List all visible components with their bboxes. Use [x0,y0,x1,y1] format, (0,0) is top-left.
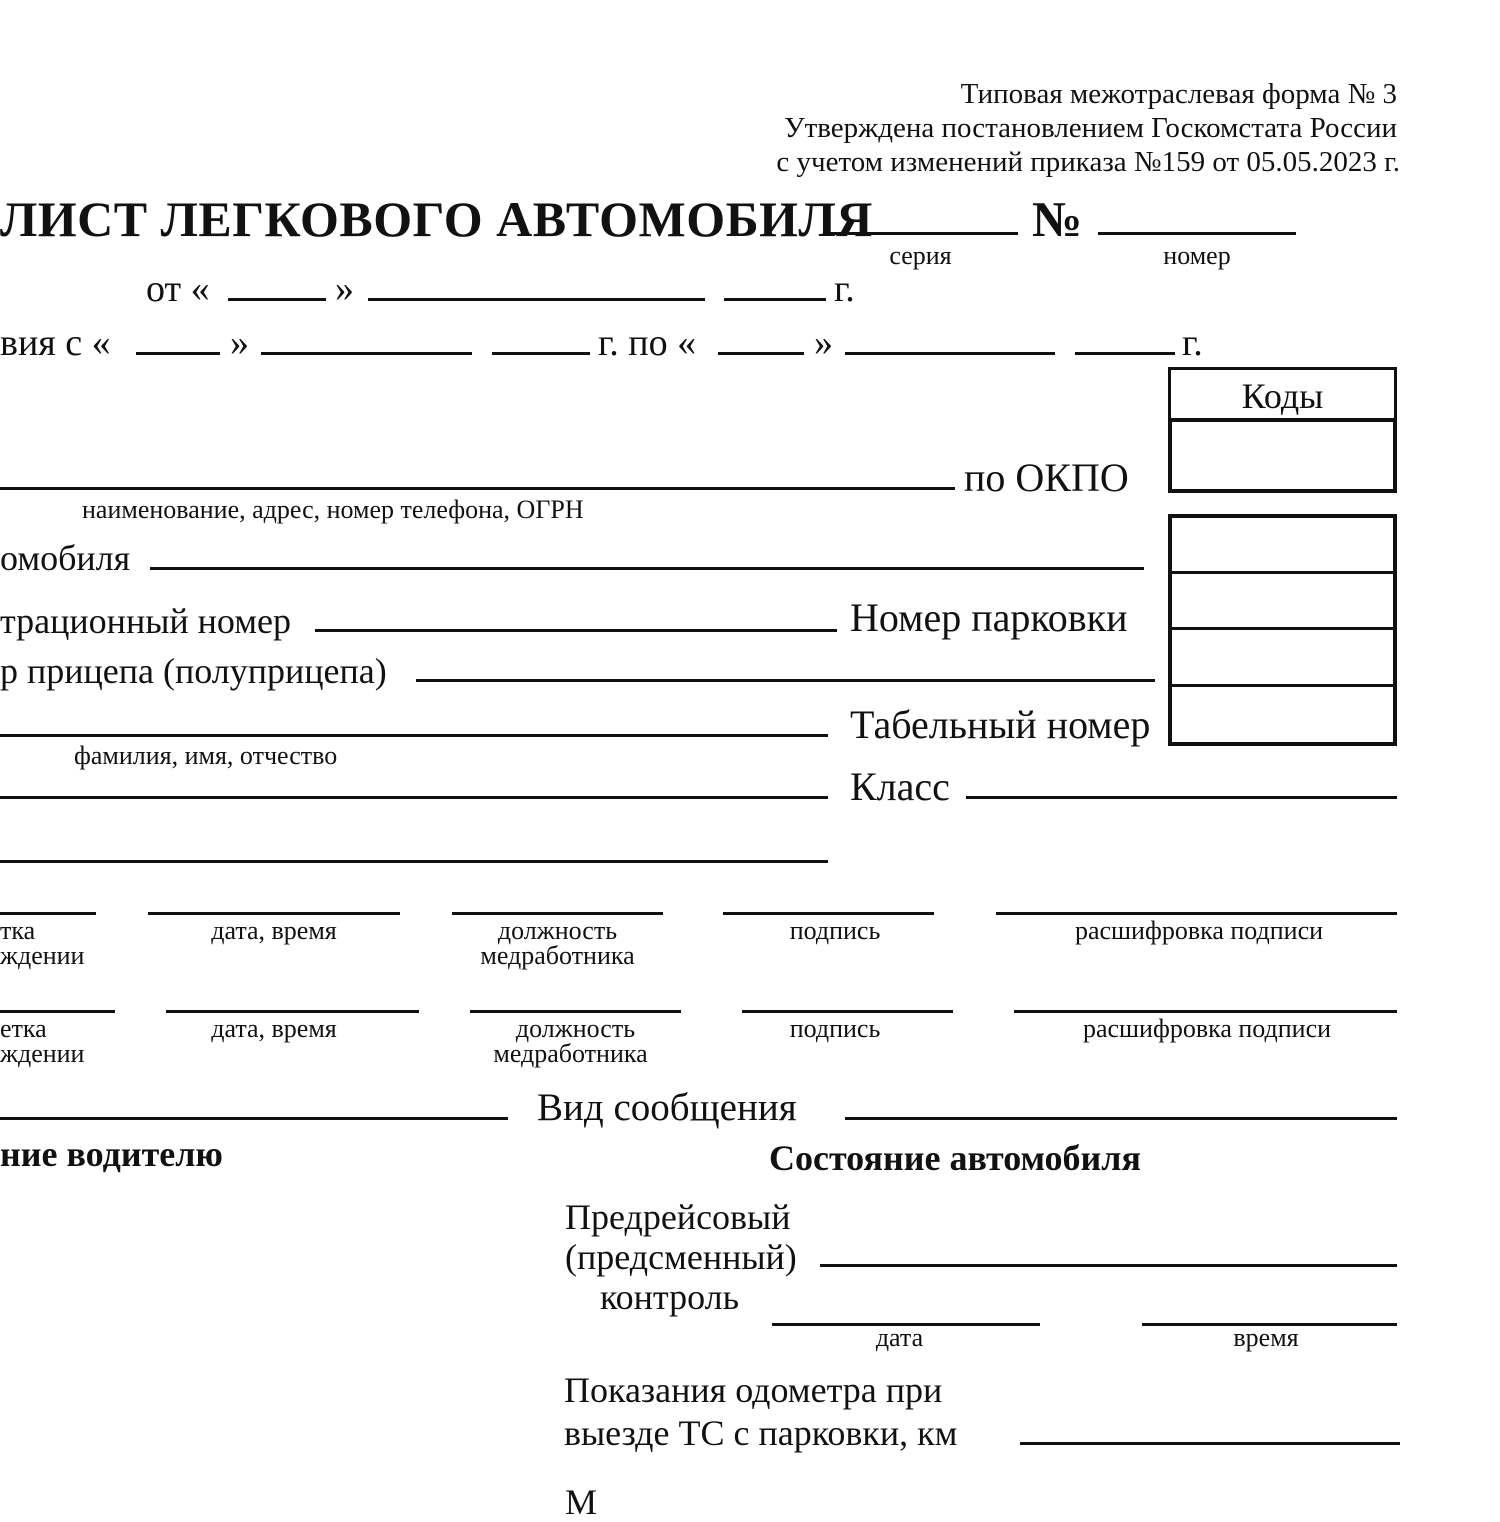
odometer-label-1: Показания одометра при [564,1370,943,1410]
document-title: ЛИСТ ЛЕГКОВОГО АВТОМОБИЛЯ [0,191,873,247]
validity-to-label: г. по « [598,322,697,364]
medical2-position-field[interactable] [470,1010,681,1013]
code-cell-divider-3 [1168,684,1397,687]
validity-from-day-field[interactable] [136,352,220,355]
medical1-position-caption: должность [497,916,618,945]
validity-from-month-field[interactable] [261,352,472,355]
medical2-datetime-caption: дата, время [211,1014,337,1043]
medical2-decoding-caption: расшифровка подписи [1082,1014,1332,1043]
odometer-field[interactable] [1020,1442,1400,1445]
date-month-field[interactable] [368,298,705,301]
medical2-position-caption: должность [515,1014,636,1043]
series-caption: серия [889,241,952,270]
driver-name-caption: фамилия, имя, отчество [74,741,338,770]
medical2-position-caption-2: медработника [493,1039,648,1068]
next-label-partial: М [565,1482,598,1522]
medical1-signature-field[interactable] [723,912,934,915]
medical1-datetime-field[interactable] [148,912,400,915]
class-label: Класс [850,764,950,809]
parking-number-label: Номер парковки [850,595,1128,640]
extra-field[interactable] [0,860,828,863]
date-year-suffix: г. [834,268,855,310]
medical2-mark-caption-2: ждении [0,1039,85,1068]
precheck-label-1: Предрейсовый [565,1197,791,1237]
precheck-date-caption: дата [875,1323,924,1352]
vehicle-field[interactable] [150,567,1144,570]
okpo-label: по ОКПО [964,455,1129,500]
number-field[interactable] [1098,232,1296,235]
validity-to-month-field[interactable] [845,352,1055,355]
number-caption: номер [1163,241,1231,270]
precheck-time-caption: время [1233,1323,1299,1352]
number-sign: № [1032,191,1083,247]
medical2-mark-field[interactable] [0,1010,115,1013]
validity-to-year-field[interactable] [1075,352,1175,355]
validity-to-close-quote: » [814,322,833,364]
precheck-label-2: (предсменный) [565,1237,797,1277]
validity-from-close-quote: » [230,322,249,364]
precheck-field[interactable] [820,1264,1397,1267]
message-type-label: Вид сообщения [537,1086,797,1129]
organization-field[interactable] [0,487,955,490]
medical2-datetime-field[interactable] [166,1010,419,1013]
date-close-quote: » [335,268,354,310]
medical1-signature-caption: подпись [789,916,881,945]
medical2-mark-caption: етка [0,1014,47,1043]
code-cell-divider-1 [1168,571,1397,574]
medical1-position-field[interactable] [452,912,663,915]
validity-to-day-field[interactable] [718,352,804,355]
validity-from-year-field[interactable] [492,352,590,355]
registration-number-label: трационный номер [0,601,292,641]
medical1-mark-field[interactable] [0,912,96,915]
medical2-signature-field[interactable] [742,1010,953,1013]
okpo-code-cell[interactable] [1168,418,1397,493]
message-type-field[interactable] [845,1117,1397,1120]
registration-number-field[interactable] [315,629,837,632]
medical1-datetime-caption: дата, время [211,916,337,945]
medical1-decoding-field[interactable] [996,912,1397,915]
vehicle-state-heading: Состояние автомобиля [769,1138,1141,1178]
medical2-decoding-field[interactable] [1014,1010,1397,1013]
form-type-line: Типовая межотраслевая форма № 3 [960,78,1397,110]
medical2-signature-caption: подпись [789,1014,881,1043]
medical1-mark-caption-2: ждении [0,941,85,970]
date-year-field[interactable] [724,298,826,301]
vehicle-label: омобиля [0,538,131,578]
organization-caption: наименование, адрес, номер телефона, ОГРН [82,495,584,524]
class-field[interactable] [966,796,1397,799]
precheck-label-3: контроль [600,1277,740,1317]
driver-task-heading: ние водителю [0,1134,223,1174]
date-from-label: от « [146,268,210,310]
approval-line: Утверждена постановлением Госкомстата России [784,112,1397,144]
code-cell-divider-2 [1168,627,1397,630]
trailer-field[interactable] [416,679,1155,682]
medical1-decoding-caption: расшифровка подписи [1074,916,1324,945]
amendment-line: с учетом изменений приказа №159 от 05.05.2023 г. [776,146,1400,178]
medical1-position-caption-2: медработника [480,941,635,970]
date-day-field[interactable] [228,298,326,301]
driver-name-field[interactable] [0,734,828,737]
trailer-label: р прицепа (полуприцепа) [0,651,387,691]
medical1-mark-caption: тка [0,916,36,945]
series-field[interactable] [823,232,1018,235]
tab-number-label: Табельный номер [850,702,1151,747]
driver-license-field[interactable] [0,796,828,799]
code-cells-group [1168,514,1397,746]
validity-year-suffix: г. [1182,322,1203,364]
validity-from-label: вия с « [0,322,111,364]
codes-header: Коды [1241,376,1324,416]
odometer-label-2: выезде ТС с парковки, км [564,1413,958,1453]
message-left-field[interactable] [0,1117,508,1120]
